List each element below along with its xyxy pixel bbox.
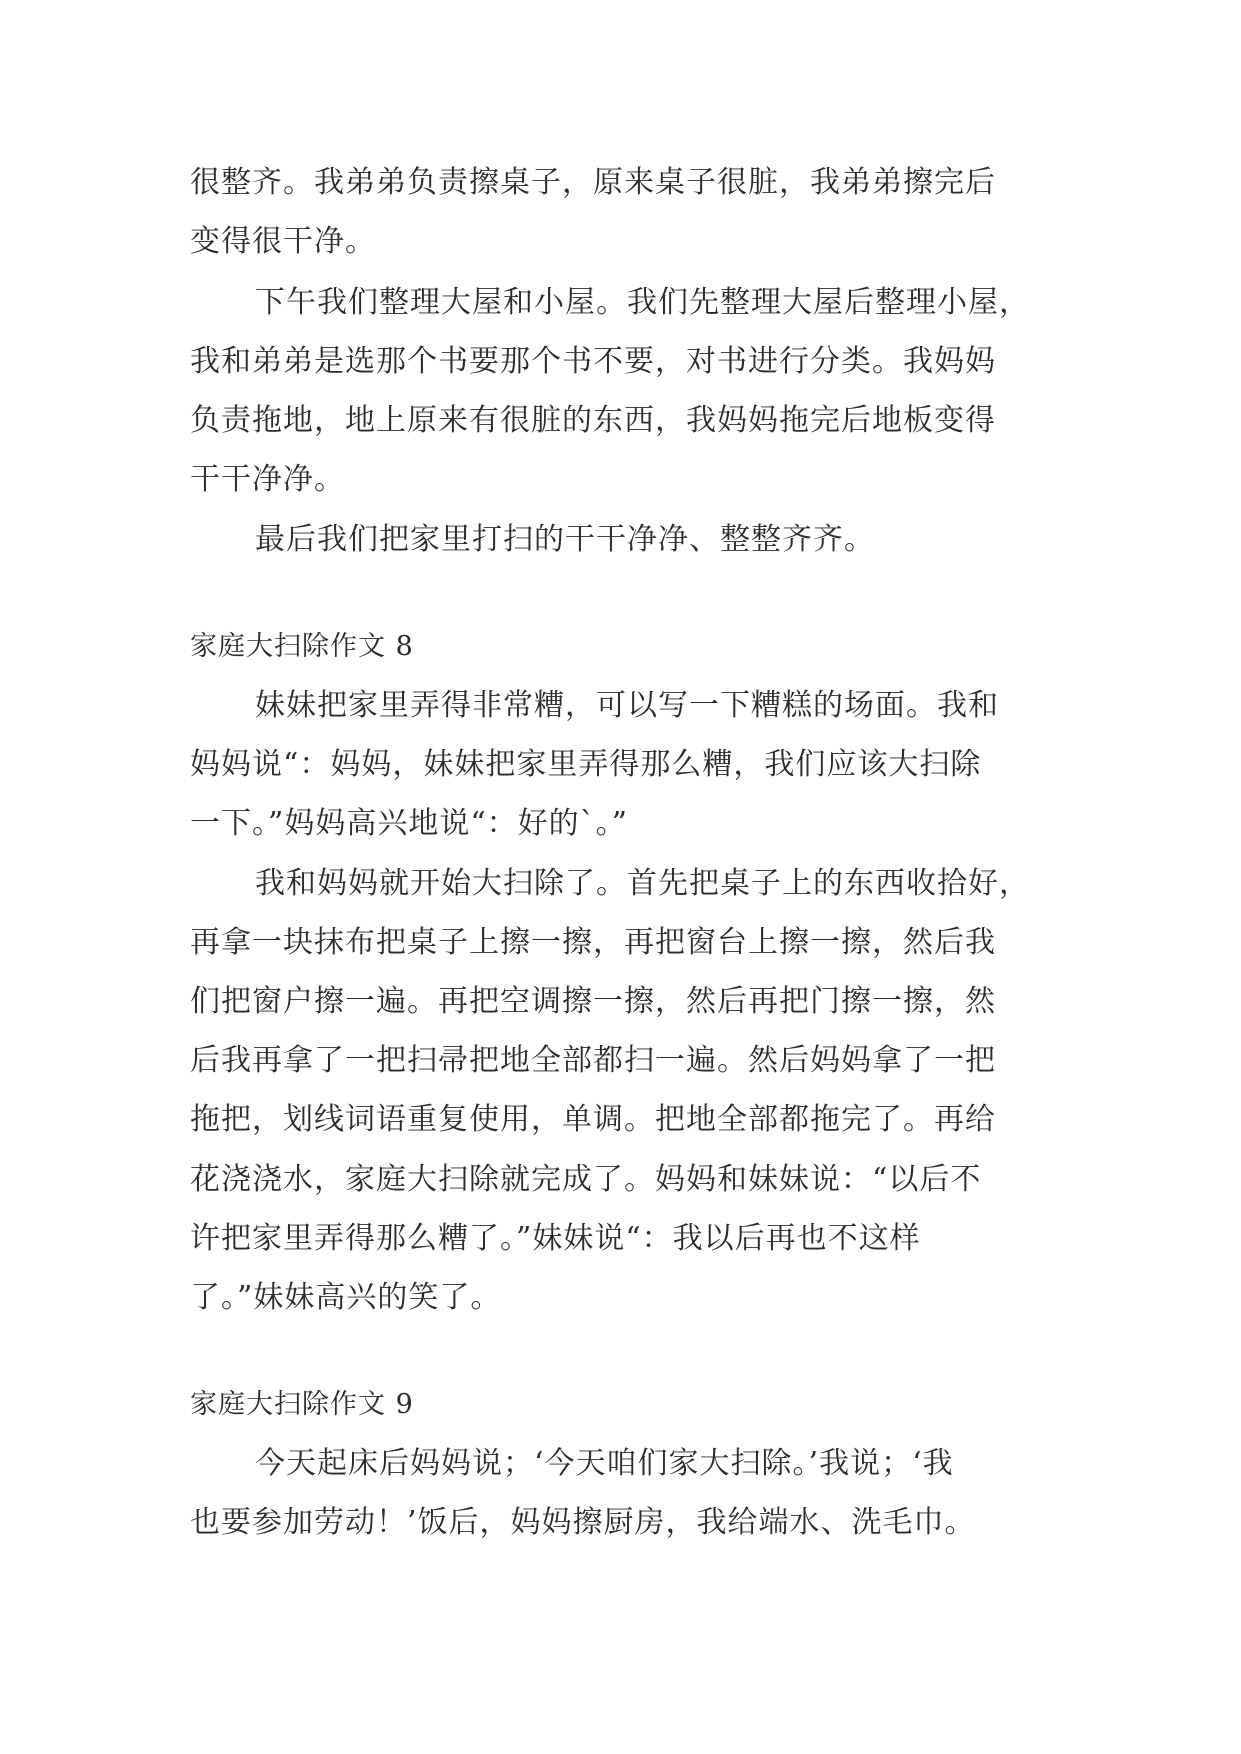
paragraph-line: 最后我们把家里打扫的干干净净、整整齐齐。 bbox=[255, 522, 875, 557]
section-heading: 家庭大扫除作文 8 bbox=[190, 631, 414, 662]
paragraph-line: 很整齐。我弟弟负责擦桌子，原来桌子很脏，我弟弟擦完后 bbox=[190, 165, 996, 200]
paragraph-line: 也要参加劳动！’饭后，妈妈擦厨房，我给端水、洗毛巾。 bbox=[190, 1505, 976, 1540]
paragraph-line: 许把家里弄得那么糟了。”妹妹说“：我以后再也不这样 bbox=[190, 1221, 921, 1256]
paragraph-line: 今天起床后妈妈说；‘今天咱们家大扫除。’我说；‘我 bbox=[255, 1446, 954, 1481]
paragraph-line: 了。”妹妹高兴的笑了。 bbox=[190, 1280, 502, 1315]
paragraph-line: 变得很干净。 bbox=[190, 224, 376, 259]
paragraph-line: 下午我们整理大屋和小屋。我们先整理大屋后整理小屋， bbox=[255, 285, 1030, 320]
paragraph-line: 我和妈妈就开始大扫除了。首先把桌子上的东西收拾好， bbox=[255, 866, 1030, 901]
paragraph-line: 再拿一块抹布把桌子上擦一擦，再把窗台上擦一擦，然后我 bbox=[190, 925, 996, 960]
paragraph-line: 拖把，划线词语重复使用，单调。把地全部都拖完了。再给 bbox=[190, 1102, 996, 1137]
paragraph-line: 后我再拿了一把扫帚把地全部都扫一遍。然后妈妈拿了一把 bbox=[190, 1043, 996, 1078]
paragraph-line: 们把窗户擦一遍。再把空调擦一擦，然后再把门擦一擦，然 bbox=[190, 984, 996, 1019]
paragraph-line: 花浇浇水，家庭大扫除就完成了。妈妈和妹妹说：“以后不 bbox=[190, 1162, 982, 1197]
paragraph-line: 负责拖地，地上原来有很脏的东西，我妈妈拖完后地板变得 bbox=[190, 403, 996, 438]
paragraph-line: 干干净净。 bbox=[190, 462, 345, 497]
section-heading: 家庭大扫除作文 9 bbox=[190, 1389, 414, 1420]
paragraph-line: 一下。”妈妈高兴地说“：好的`。” bbox=[190, 806, 629, 841]
paragraph-line: 妹妹把家里弄得非常糟，可以写一下糟糕的场面。我和 bbox=[255, 688, 999, 723]
paragraph-line: 妈妈说“：妈妈，妹妹把家里弄得那么糟，我们应该大扫除 bbox=[190, 747, 982, 782]
paragraph-line: 我和弟弟是选那个书要那个书不要，对书进行分类。我妈妈 bbox=[190, 344, 996, 379]
